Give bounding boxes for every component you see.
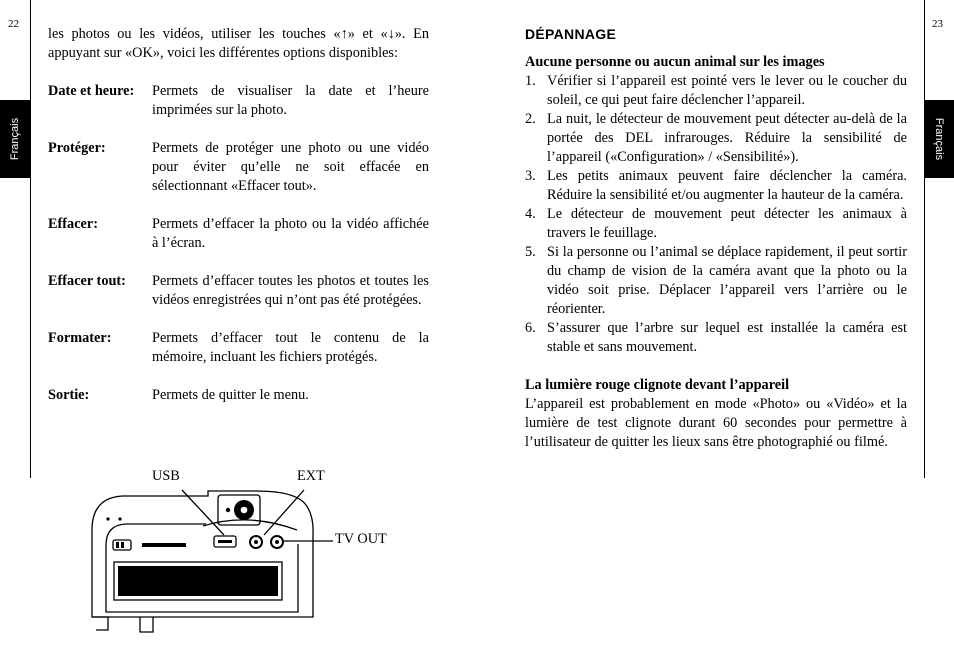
language-tab-label: Français [933, 117, 945, 161]
subheading-no-subject: Aucune personne ou aucun animal sur les images [525, 54, 825, 70]
list-item [525, 72, 907, 110]
step-number: 5. [525, 244, 536, 260]
step-text: La nuit, le détecteur de mouvement peut détecter au-delà de la portée des DEL infrarouges. Réduire la sensibilité de l’appareil («Configuration» / «Sensibilité»). [547, 111, 907, 165]
tv-out-label: TV OUT [335, 531, 387, 547]
step-number: 6. [525, 320, 536, 336]
list-item [525, 167, 907, 205]
troubleshooting-steps [525, 72, 907, 357]
subheading-red-light: La lumière rouge clignote devant l’appareil [525, 377, 790, 393]
ext-label: EXT [297, 468, 325, 484]
definition-term: Formater: [48, 330, 112, 346]
list-item [525, 205, 907, 243]
definition-term: Sortie: [48, 387, 90, 403]
step-number: 4. [525, 206, 536, 222]
intro-paragraph: les photos ou les vidéos, utiliser les touches «↑» et «↓». En appuyant sur «OK», voici les différentes options disponibles: [48, 26, 429, 61]
page-number-left: 22 [8, 18, 19, 30]
step-text: Les petits animaux peuvent faire déclencher la caméra. Réduire la sensibilité et/ou augmenter la hauteur de la caméra. [547, 168, 907, 203]
usb-label: USB [152, 468, 180, 484]
definition-desc: Permets d’effacer la photo ou la vidéo affichée à l’écran. [152, 216, 429, 251]
list-item [525, 243, 907, 319]
step-text: Le détecteur de mouvement peut détecter les animaux à travers le feuillage. [547, 206, 907, 241]
definition-desc: Permets d’effacer toutes les photos et toutes les vidéos enregistrées qui n’ont pas été protégées. [152, 273, 429, 308]
red-light-paragraph: L’appareil est probablement en mode «Photo» ou «Vidéo» et la lumière de test clignote durant 60 secondes pour permettre à l’utilisateur de quitter les lieux sans être photographié ou filmé. [525, 396, 907, 450]
list-item [525, 110, 907, 167]
language-tab-right [924, 100, 954, 178]
troubleshooting-column [525, 25, 907, 452]
definition-desc: Permets de visualiser la date et l’heure imprimées sur la photo. [152, 83, 429, 118]
step-number: 1. [525, 73, 536, 89]
definition-desc: Permets de protéger une photo ou une vidéo pour éviter qu’elle ne soit effacée en sélectionnant «Effacer tout». [152, 140, 429, 194]
definition-term: Protéger: [48, 140, 106, 156]
step-text: S’assurer que l’arbre sur lequel est installée la caméra est stable et sans mouvement. [547, 320, 907, 355]
list-item [525, 319, 907, 357]
definition-desc: Permets de quitter le menu. [152, 387, 309, 403]
definition-term: Date et heure: [48, 83, 135, 99]
page-edge-rule-right [924, 0, 925, 478]
definition-term: Effacer tout: [48, 273, 126, 289]
step-text: Vérifier si l’appareil est pointé vers le lever ou le coucher du soleil, ce qui peut faire déclencher l’appareil. [547, 73, 907, 108]
language-tab-label: Français [9, 117, 21, 161]
section-heading: DÉPANNAGE [525, 26, 617, 42]
step-number: 3. [525, 168, 536, 184]
step-number: 2. [525, 111, 536, 127]
step-text: Si la personne ou l’animal se déplace rapidement, il peut sortir du champ de vision de la caméra avant que la photo ou la vidéo soit prise. Déplacer l’appareil vers l’arrière ou le réorienter. [547, 244, 907, 317]
definition-term: Effacer: [48, 216, 99, 232]
page-number-right: 23 [932, 18, 943, 30]
definition-desc: Permets d’effacer tout le contenu de la mémoire, incluant les fichiers protégés. [152, 330, 429, 365]
